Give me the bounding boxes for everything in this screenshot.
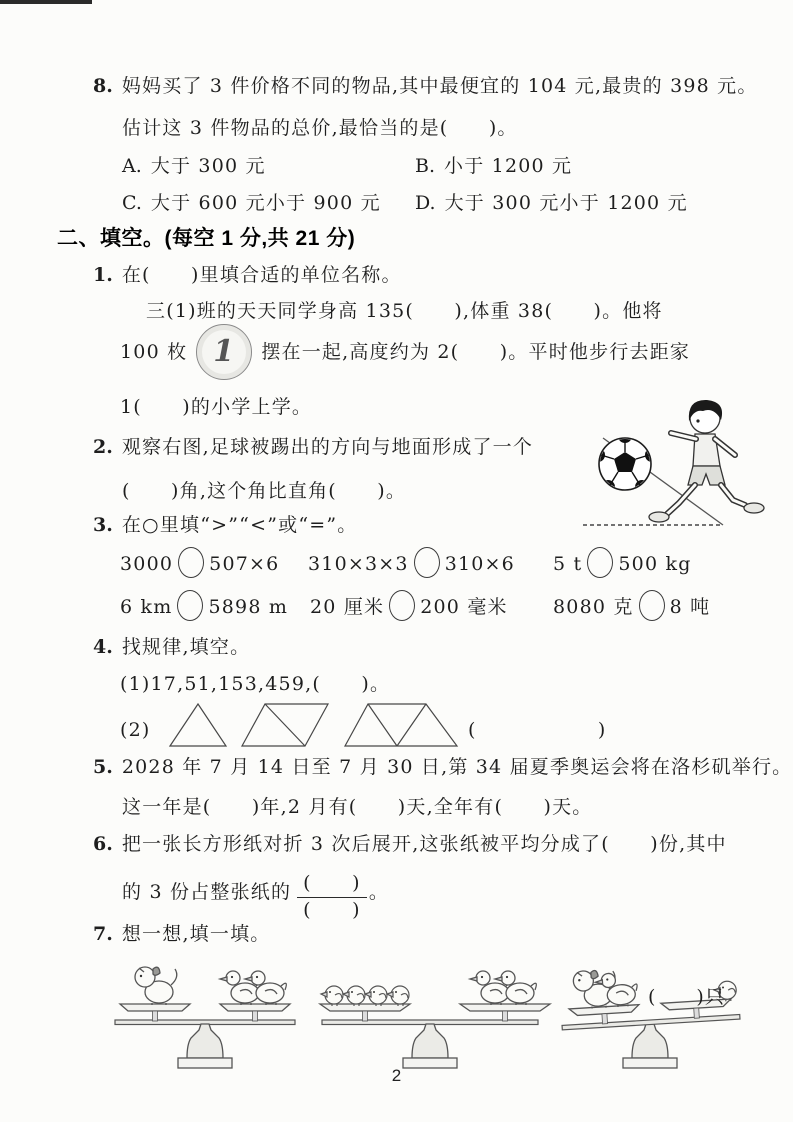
compare-right: 8 吨 <box>669 596 711 618</box>
question-1-line4: 1( )的小学上学。 <box>120 396 313 418</box>
question-4-line1 <box>93 633 250 661</box>
section-2-heading: 二、填空。(每空 1 分,共 21 分) <box>57 227 356 250</box>
question-2-number: 2. <box>93 436 113 458</box>
compare-left: 8080 克 <box>553 596 634 618</box>
question-3-number: 3. <box>93 514 113 536</box>
scale-3-blank-label: ( )只 <box>648 986 725 1008</box>
compare-item-2 <box>308 547 515 578</box>
soccer-kick-illustration <box>575 388 790 533</box>
fraction-numerator: ( ) <box>297 872 367 898</box>
soccer-ball-icon <box>591 429 659 494</box>
question-7-number: 7. <box>93 923 113 945</box>
compare-circle <box>414 547 440 578</box>
compare-left: 3000 <box>120 553 174 575</box>
question-6-line2 <box>122 872 389 923</box>
question-1-line1 <box>93 261 402 289</box>
question-7-text: 想一想,填一填。 <box>121 923 271 945</box>
question-2-line2: ( )角,这个角比直角( )。 <box>122 480 407 502</box>
compare-item-3 <box>553 547 692 578</box>
question-3-text: 在○里填“>”“<”或“=”。 <box>121 514 358 536</box>
scan-edge-mark <box>0 0 92 4</box>
dog-icon <box>135 967 177 1005</box>
option-a <box>122 152 266 180</box>
compare-item-6 <box>553 590 710 621</box>
compare-right: 507×6 <box>209 553 280 575</box>
question-4-number: 4. <box>93 636 113 658</box>
question-8-number: 8. <box>93 75 113 97</box>
question-6-line1 <box>93 830 727 858</box>
question-1-line3-post: 摆在一起,高度约为 2( )。平时他步行去距家 <box>261 341 691 363</box>
compare-right: 500 kg <box>618 553 692 575</box>
chick-icon <box>343 986 365 1006</box>
option-d-text: 大于 300 元小于 1200 元 <box>444 192 688 214</box>
balance-scale-2 <box>320 971 550 1068</box>
coin-value: 1 <box>213 334 236 369</box>
question-4-sub2-label: (2) <box>120 719 151 741</box>
fraction-denominator: ( ) <box>303 898 361 921</box>
question-2-text: 观察右图,足球被踢出的方向与地面形成了一个 <box>121 436 534 458</box>
balance-scales-illustration <box>100 948 760 1070</box>
compare-circle <box>178 547 204 578</box>
compare-left: 310×3×3 <box>308 553 409 575</box>
question-6-number: 6. <box>93 833 113 855</box>
compare-circle <box>639 590 665 621</box>
option-c-label: C. <box>122 192 142 214</box>
option-b-text: 小于 1200 元 <box>444 155 573 177</box>
question-8-line2: 估计这 3 件物品的总价,最恰当的是( )。 <box>122 117 518 139</box>
option-d-label: D. <box>415 192 436 214</box>
compare-left: 20 厘米 <box>310 596 385 618</box>
question-8-text: 妈妈买了 3 件价格不同的物品,其中最便宜的 104 元,最贵的 398 元。 <box>121 75 758 97</box>
compare-right: 200 毫米 <box>420 596 508 618</box>
question-1-text: 在( )里填合适的单位名称。 <box>121 264 402 286</box>
option-c <box>122 189 381 217</box>
question-4-sub1: (1)17,51,153,459,( )。 <box>120 673 391 695</box>
boy-figure <box>649 400 764 522</box>
compare-left: 6 km <box>120 596 173 618</box>
question-1-line3 <box>120 324 690 380</box>
question-1-number: 1. <box>93 264 113 286</box>
question-1-line2: 三(1)班的天天同学身高 135( ),体重 38( )。他将 <box>146 300 663 322</box>
chick-icon <box>321 986 343 1006</box>
question-1-line3-pre: 100 枚 <box>120 341 188 363</box>
question-8-line1 <box>93 72 758 100</box>
option-d <box>415 189 688 217</box>
compare-item-5 <box>310 590 508 621</box>
compare-circle <box>587 547 613 578</box>
question-5-number: 5. <box>93 756 113 778</box>
question-5-line2: 这一年是( )年,2 月有( )天,全年有( )天。 <box>122 796 593 818</box>
option-c-text: 大于 600 元小于 900 元 <box>150 192 381 214</box>
question-7-line1 <box>93 920 270 948</box>
chick-icon <box>365 986 387 1006</box>
question-6-line2-post: 。 <box>368 880 390 903</box>
coin-icon <box>196 324 252 380</box>
compare-item-4 <box>120 590 288 621</box>
option-b-label: B. <box>415 155 436 177</box>
balance-scale-3 <box>559 962 740 1068</box>
page-number: 2 <box>391 1066 402 1085</box>
compare-right: 5898 m <box>208 596 289 618</box>
compare-circle <box>389 590 415 621</box>
compare-right: 310×6 <box>444 553 515 575</box>
question-4-text: 找规律,填空。 <box>121 636 251 658</box>
compare-item-1 <box>120 547 279 578</box>
compare-left: 5 t <box>553 553 583 575</box>
option-b <box>415 152 572 180</box>
fraction-blank <box>297 872 367 923</box>
question-6-line2-pre: 的 3 份占整张纸的 <box>122 880 292 903</box>
question-5-text: 2028 年 7 月 14 日至 7 月 30 日,第 34 届夏季奥运会将在洛杉矶举行。 <box>121 756 793 778</box>
question-3-line1 <box>93 511 357 539</box>
triangle-pattern-icon <box>160 698 460 750</box>
compare-circle <box>177 590 203 621</box>
question-2-line1 <box>93 433 533 461</box>
chick-icon <box>387 986 409 1006</box>
question-6-text: 把一张长方形纸对折 3 次后展开,这张纸被平均分成了( )份,其中 <box>121 833 727 855</box>
option-a-label: A. <box>122 155 142 177</box>
question-5-line1 <box>93 753 792 781</box>
balance-scale-1 <box>115 967 295 1068</box>
question-4-sub2-blank: ( ) <box>468 719 607 741</box>
option-a-text: 大于 300 元 <box>150 155 266 177</box>
